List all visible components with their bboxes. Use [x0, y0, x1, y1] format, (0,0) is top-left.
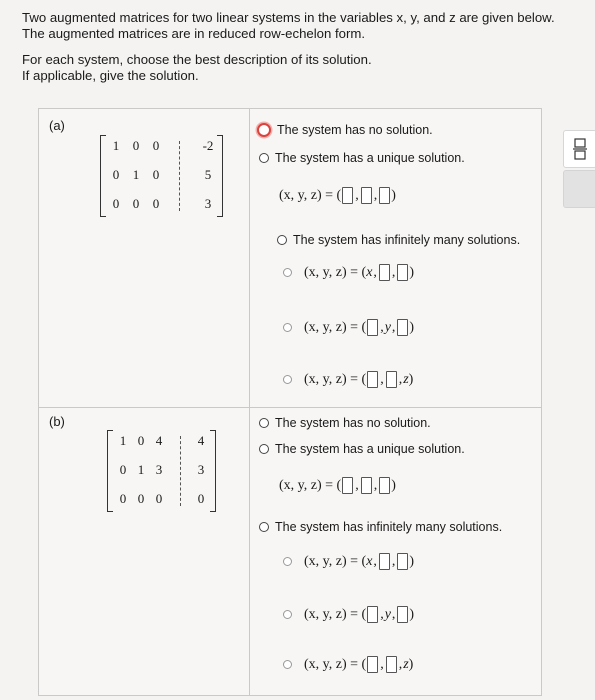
- option-label: The system has a unique solution.: [275, 442, 465, 456]
- radio-button[interactable]: [277, 235, 287, 245]
- part-a-option-infinite[interactable]: [277, 233, 520, 247]
- matrix-cell: 4: [197, 433, 205, 448]
- part-b-param-x[interactable]: (x, y, z) = ( x , , ): [283, 553, 414, 570]
- row-divider: [39, 407, 541, 408]
- radio-button[interactable]: [283, 660, 292, 669]
- answer-box-y[interactable]: [379, 264, 390, 281]
- part-b-option-infinite[interactable]: [259, 520, 502, 534]
- matrix-cell: 3: [197, 462, 205, 477]
- fraction-icon: [573, 138, 587, 160]
- matrix-right-bracket: [210, 430, 216, 512]
- part-a-param-x[interactable]: (x, y, z) = ( x , , ): [283, 264, 414, 281]
- radio-button[interactable]: [257, 123, 271, 137]
- radio-button[interactable]: [283, 323, 292, 332]
- radio-button[interactable]: [259, 444, 269, 454]
- eq-lhs: (x, y, z) =: [279, 477, 334, 493]
- matrix-cell: 1: [132, 167, 140, 182]
- radio-button[interactable]: [283, 375, 292, 384]
- answer-box-z[interactable]: [379, 477, 390, 494]
- question-panel: [38, 108, 542, 696]
- answer-box-x[interactable]: [367, 371, 378, 388]
- answer-box-x[interactable]: [367, 656, 378, 673]
- answer-box-z[interactable]: [379, 187, 390, 204]
- intro-line-3: For each system, choose the best description of its solution.: [22, 52, 372, 67]
- intro-line-2: The augmented matrices are in reduced row-echelon form.: [22, 26, 366, 41]
- matrix-cell: 1: [119, 433, 127, 448]
- part-a-unique-equation: (x, y, z) = ( , , ): [279, 187, 396, 203]
- matrix-left-bracket: [107, 430, 113, 512]
- matrix-cell: 0: [152, 196, 160, 211]
- matrix-cell: 0: [155, 491, 163, 506]
- part-a-label: (a): [49, 118, 65, 133]
- matrix-cell: 0: [132, 196, 140, 211]
- answer-box-y[interactable]: [386, 371, 397, 388]
- answer-box-y[interactable]: [379, 553, 390, 570]
- matrix-cell: 3: [155, 462, 163, 477]
- option-label: The system has infinitely many solutions.: [275, 520, 503, 534]
- option-label: The system has a unique solution.: [275, 151, 465, 165]
- matrix-cell: 0: [152, 167, 160, 182]
- matrix-cell: -2: [202, 138, 214, 153]
- matrix-cell: 0: [119, 462, 127, 477]
- intro-line-1: Two augmented matrices for two linear systems in the variables x, y, and z are given below.: [22, 10, 555, 25]
- augment-line: [179, 141, 180, 211]
- intro-line-4: If applicable, give the solution.: [22, 68, 199, 83]
- matrix-cell: 1: [112, 138, 120, 153]
- answer-box-x[interactable]: [342, 187, 353, 204]
- answer-box-x[interactable]: [342, 477, 353, 494]
- matrix-cell: 0: [152, 138, 160, 153]
- augment-line: [180, 436, 181, 506]
- part-a-option-unique[interactable]: [259, 151, 465, 165]
- part-b-matrix: [107, 430, 216, 512]
- part-b-label: (b): [49, 414, 65, 429]
- part-b-unique-equation: (x, y, z) = ( , , ): [279, 477, 396, 493]
- answer-box-x[interactable]: [367, 319, 378, 336]
- option-label: The system has infinitely many solutions.: [293, 233, 521, 247]
- radio-button[interactable]: [259, 418, 269, 428]
- radio-button[interactable]: [259, 153, 269, 163]
- matrix-cell: 3: [204, 196, 212, 211]
- part-a-matrix: [100, 135, 223, 217]
- matrix-cell: 0: [197, 491, 205, 506]
- matrix-cell: 4: [155, 433, 163, 448]
- answer-box-z[interactable]: [397, 606, 408, 623]
- option-label: The system has no solution.: [277, 123, 433, 137]
- answer-box-z[interactable]: [397, 319, 408, 336]
- part-a-option-no-solution[interactable]: [257, 123, 433, 137]
- part-b-option-no-solution[interactable]: [259, 416, 431, 430]
- matrix-cell: 0: [137, 491, 145, 506]
- matrix-cell: 0: [119, 491, 127, 506]
- answer-box-z[interactable]: [397, 553, 408, 570]
- part-a-param-y[interactable]: (x, y, z) = ( , y , ): [283, 319, 414, 336]
- part-a-param-z[interactable]: (x, y, z) = ( , , z ): [283, 371, 413, 388]
- answer-box-y[interactable]: [361, 477, 372, 494]
- matrix-cell: 0: [137, 433, 145, 448]
- part-b-param-y[interactable]: (x, y, z) = ( , y , ): [283, 606, 414, 623]
- matrix-cell: 5: [204, 167, 212, 182]
- answer-box-z[interactable]: [397, 264, 408, 281]
- instructions: [22, 10, 592, 84]
- answer-box-y[interactable]: [361, 187, 372, 204]
- matrix-left-bracket: [100, 135, 106, 217]
- matrix-cell: 0: [132, 138, 140, 153]
- answer-box-x[interactable]: [367, 606, 378, 623]
- eq-lhs: (x, y, z) =: [279, 187, 334, 203]
- part-b-option-unique[interactable]: [259, 442, 465, 456]
- answer-box-y[interactable]: [386, 656, 397, 673]
- radio-button[interactable]: [283, 610, 292, 619]
- fraction-button[interactable]: [563, 130, 595, 168]
- column-divider: [249, 109, 250, 695]
- part-b-param-z[interactable]: (x, y, z) = ( , , z ): [283, 656, 413, 673]
- radio-button[interactable]: [283, 268, 292, 277]
- option-label: The system has no solution.: [275, 416, 431, 430]
- radio-button[interactable]: [283, 557, 292, 566]
- toolbar-blank-button[interactable]: [563, 170, 595, 208]
- matrix-cell: 0: [112, 167, 120, 182]
- radio-button[interactable]: [259, 522, 269, 532]
- matrix-cell: 1: [137, 462, 145, 477]
- matrix-cell: 0: [112, 196, 120, 211]
